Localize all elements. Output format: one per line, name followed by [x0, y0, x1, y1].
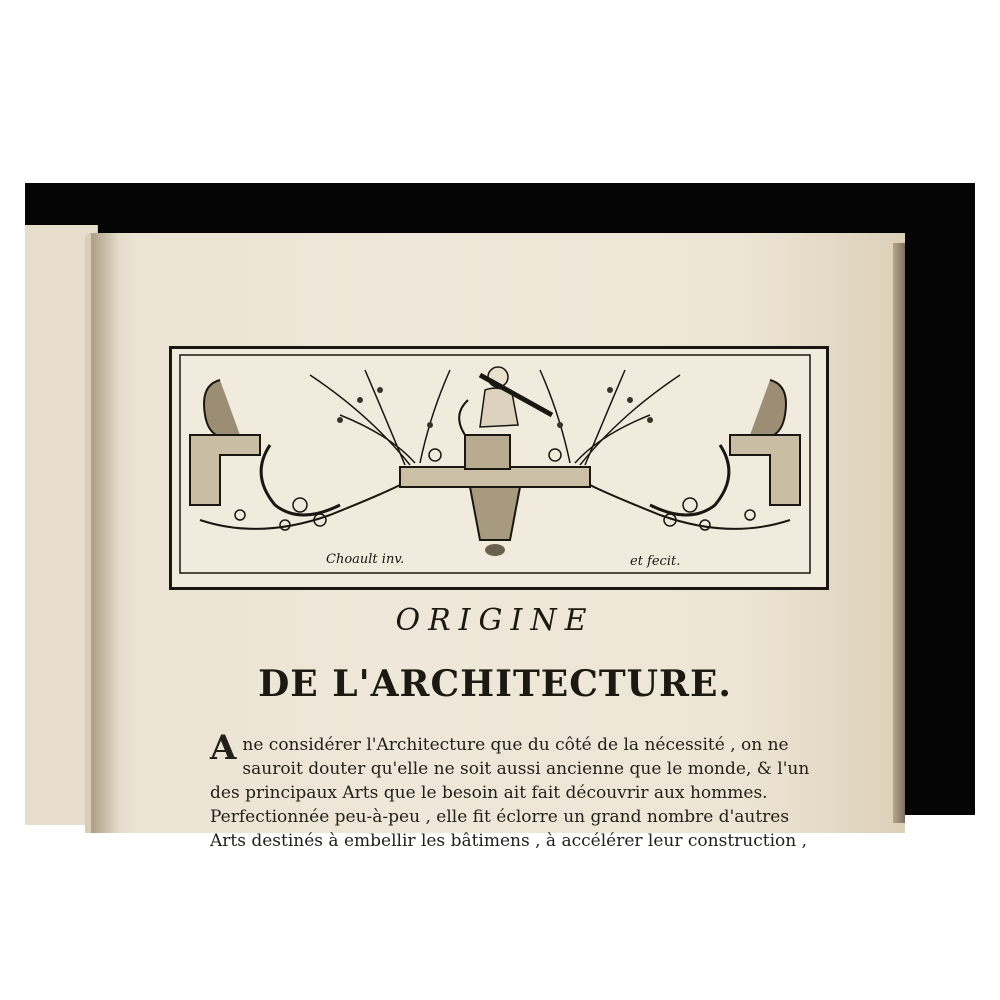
book-photo: [25, 183, 975, 851]
text-line-3: des principaux Arts que le besoin ait fait découvrir aux hommes.: [210, 783, 768, 803]
drop-cap: A: [210, 728, 237, 768]
ornament-illustration: [180, 355, 810, 573]
engraver-signature-left: Choault inv.: [326, 552, 405, 567]
engraver-signature-right: et fecit.: [630, 554, 681, 569]
text-line-1: Ane considérer l'Architecture que du côté de la nécessité , on ne: [210, 728, 789, 768]
heading-origine: ORIGINE: [395, 603, 595, 638]
page-edge: [893, 243, 905, 823]
text-line-4: Perfectionnée peu-à-peu , elle fit éclorre un grand nombre d'autres: [210, 807, 790, 827]
text-line-2: sauroit douter qu'elle ne soit aussi ancienne que le monde, & l'un: [242, 759, 810, 779]
book-gutter-shadow: [91, 233, 119, 833]
heading-architecture: DE L'ARCHITECTURE.: [258, 663, 732, 705]
right-page: [85, 233, 905, 851]
text-line-5: Arts destinés à embellir les bâtimens , à accélérer leur construction ,: [210, 831, 808, 851]
engraved-headpiece: [169, 346, 829, 590]
body-paragraph: [210, 728, 810, 853]
